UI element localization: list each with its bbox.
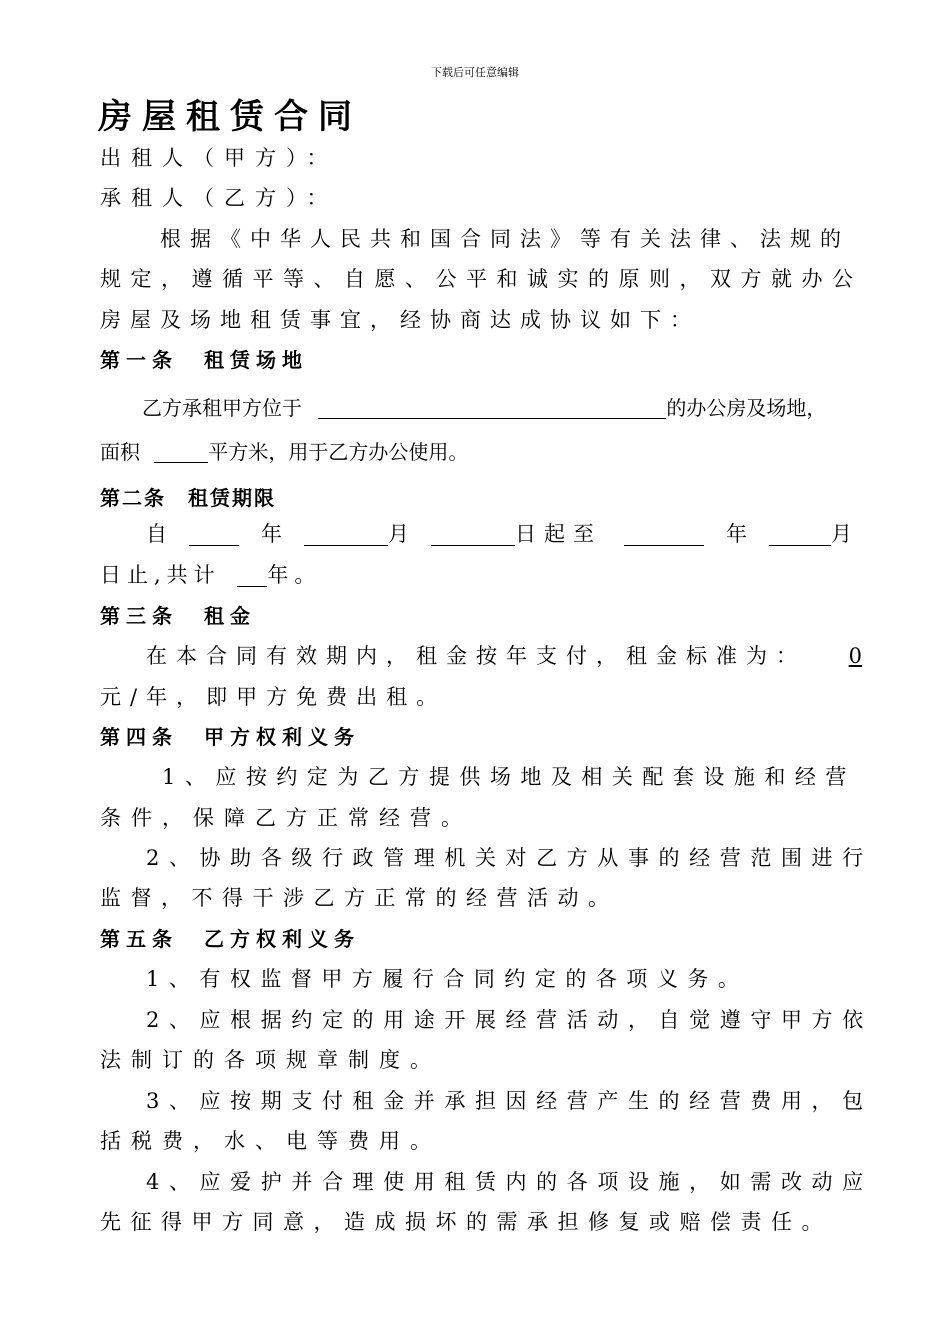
rent-text: 在本合同有效期内，租金按年支付，租金标准为：: [146, 644, 806, 668]
day-from-to-label: 日起至: [515, 522, 602, 546]
article-5-item-2-line-1: 2、应根据约定的用途开展经营活动，自觉遵守甲方依: [146, 1008, 873, 1032]
article-4-item-2-line-2: 监督，不得干涉乙方正常的经营活动。: [100, 886, 619, 910]
article-2-heading: 第二条 租赁期限: [100, 486, 276, 510]
lessor-line: 出租人（甲方）：: [100, 146, 338, 170]
article-2-line-2: [100, 565, 321, 587]
start-day-blank: [431, 524, 515, 546]
start-year-blank: [189, 524, 239, 546]
article-4-item-1-line-1: 1、应按约定为乙方提供场地及相关配套设施和经营: [162, 765, 856, 789]
article-3-line-2: 元/年，即甲方免费出租。: [100, 685, 447, 709]
from-label: 自: [146, 522, 167, 546]
article-1-heading: 第一条 租赁场地: [100, 348, 308, 372]
end-month-label: 月: [831, 522, 852, 546]
article-5-item-4-line-2: 先征得甲方同意，造成损坏的需承担修复或赔偿责任。: [100, 1210, 832, 1234]
article-4-item-2-line-1: 2、协助各级行政管理机关对乙方从事的经营范围进行: [146, 846, 873, 870]
intro-line-3: 房屋及场地租赁事宜，经协商达成协议如下：: [100, 308, 700, 332]
article-2-line-1: [146, 524, 852, 546]
article-3-line-1: [146, 646, 862, 667]
article-4-item-1-line-2: 条件，保障乙方正常经营。: [100, 806, 472, 830]
end-year-blank: [624, 524, 704, 546]
years-label: 年。: [267, 563, 322, 587]
article-1-text-b: 的办公房及场地，: [666, 396, 827, 420]
rent-amount: 0: [848, 644, 862, 668]
article-5-item-1: 1、有权监督甲方履行合同约定的各项义务。: [146, 967, 749, 991]
article-5-item-2-line-2: 法制订的各项规章制度。: [100, 1048, 441, 1072]
article-1-line-1: [142, 398, 826, 419]
article-5-item-4-line-1: 4、应爱护并合理使用租赁内的各项设施，如需改动应: [146, 1170, 873, 1194]
article-5-item-3-line-2: 括税费，水、电等费用。: [100, 1129, 441, 1153]
article-3-heading: 第三条 租金: [100, 604, 256, 628]
article-5-heading: 第五条 乙方权利义务: [100, 927, 360, 951]
end-total-label: 日止,共计: [100, 563, 221, 587]
document-title: 房屋租赁合同: [98, 97, 362, 137]
total-years-blank: [237, 565, 267, 587]
intro-line-2: 规定，遵循平等、自愿、公平和诚实的原则，双方就办公: [100, 267, 863, 291]
lessee-line: 承租人（乙方）：: [100, 186, 338, 210]
article-4-heading: 第四条 甲方权利义务: [100, 725, 360, 749]
area-label: 面积: [100, 440, 140, 464]
area-text: 平方米，用于乙方办公使用。: [208, 440, 469, 464]
article-5-item-3-line-1: 3、应按期支付租金并承担因经营产生的经营费用，包: [146, 1089, 873, 1113]
intro-line-1: 根据《中华人民共和国合同法》等有关法律、法规的: [160, 227, 850, 251]
article-1-line-2: [100, 442, 468, 463]
page-header: 下载后可任意编辑: [431, 66, 519, 79]
article-1-text-a: 乙方承租甲方位于: [142, 396, 302, 420]
end-month-blank: [769, 524, 831, 546]
year-label: 年: [261, 522, 282, 546]
month-label: 月: [388, 522, 409, 546]
area-blank: [154, 442, 208, 463]
location-blank: [318, 398, 666, 419]
end-year-label: 年: [726, 522, 747, 546]
start-month-blank: [304, 524, 388, 546]
